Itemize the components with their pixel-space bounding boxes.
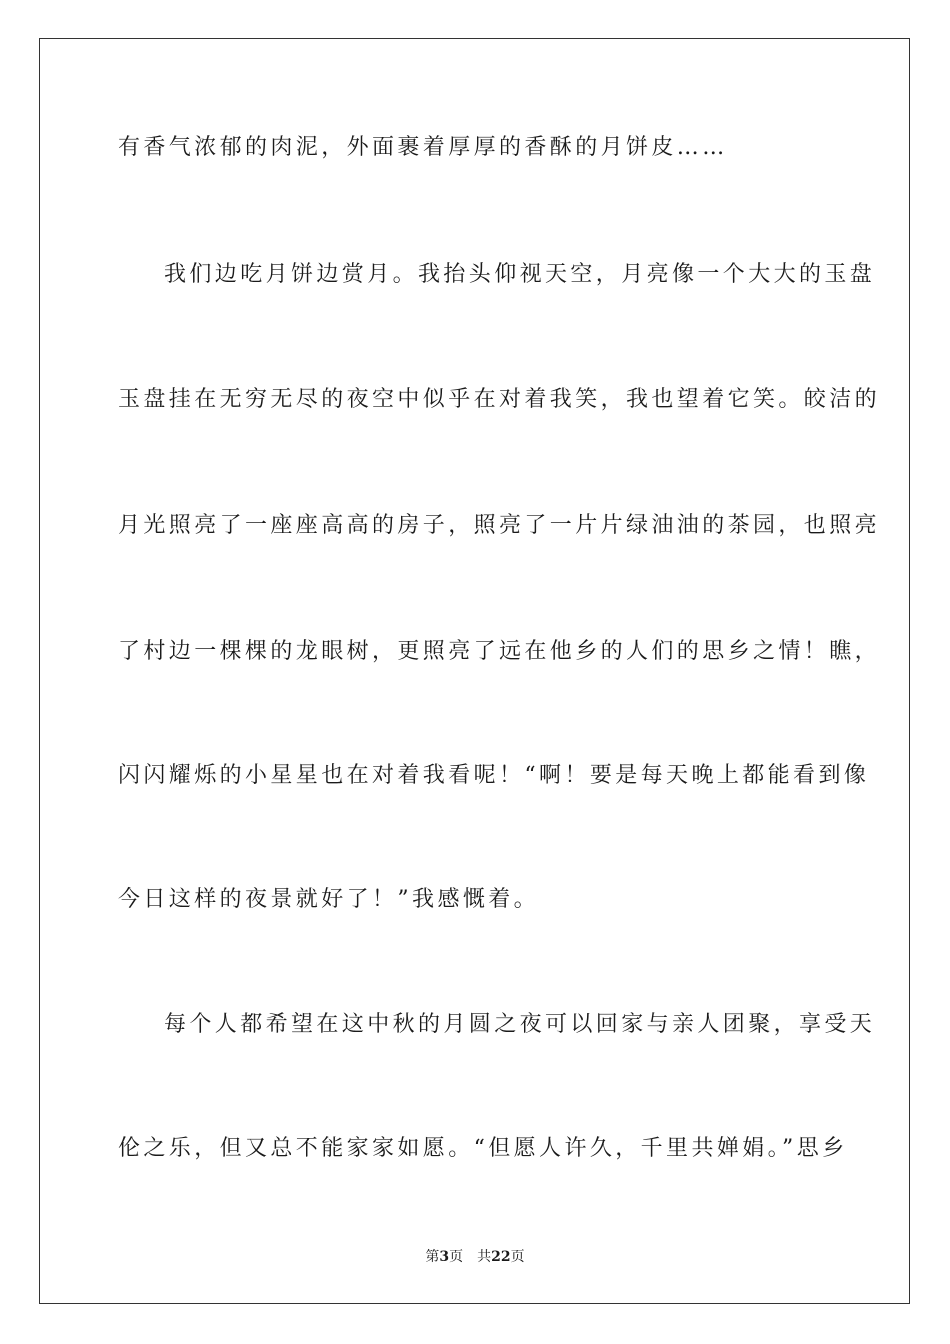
total-pages: 22 <box>491 1249 511 1265</box>
page-suffix: 页 <box>449 1249 464 1265</box>
text-line-6: 闪闪耀烁的小星星也在对着我看呢！“啊！要是每天晚上都能看到像 <box>118 763 870 788</box>
text-line-1: 有香气浓郁的肉泥，外面裹着厚厚的香酥的月饼皮…… <box>118 135 728 160</box>
text-line-2: 我们边吃月饼边赏月。我抬头仰视天空，月亮像一个大大的玉盘 <box>164 262 876 287</box>
text-line-4: 月光照亮了一座座高高的房子，照亮了一片片绿油油的茶园，也照亮 <box>118 513 881 538</box>
text-line-9: 伦之乐，但又总不能家家如愿。“但愿人许久，千里共婵娟。”思乡 <box>118 1136 848 1161</box>
total-prefix: 共 <box>477 1249 492 1265</box>
text-line-8: 每个人都希望在这中秋的月圆之夜可以回家与亲人团聚，享受天 <box>164 1012 876 1037</box>
page-number: 3 <box>439 1249 450 1265</box>
text-line-7: 今日这样的夜景就好了！”我感慨着。 <box>118 887 540 912</box>
text-line-5: 了村边一棵棵的龙眼树，更照亮了远在他乡的人们的思乡之情！瞧， <box>118 639 881 664</box>
page-prefix: 第 <box>425 1249 440 1265</box>
text-line-3: 玉盘挂在无穷无尽的夜空中似乎在对着我笑，我也望着它笑。皎洁的 <box>118 387 881 412</box>
total-suffix: 页 <box>510 1249 525 1265</box>
page-footer <box>0 1246 950 1266</box>
page-border <box>39 38 910 1304</box>
